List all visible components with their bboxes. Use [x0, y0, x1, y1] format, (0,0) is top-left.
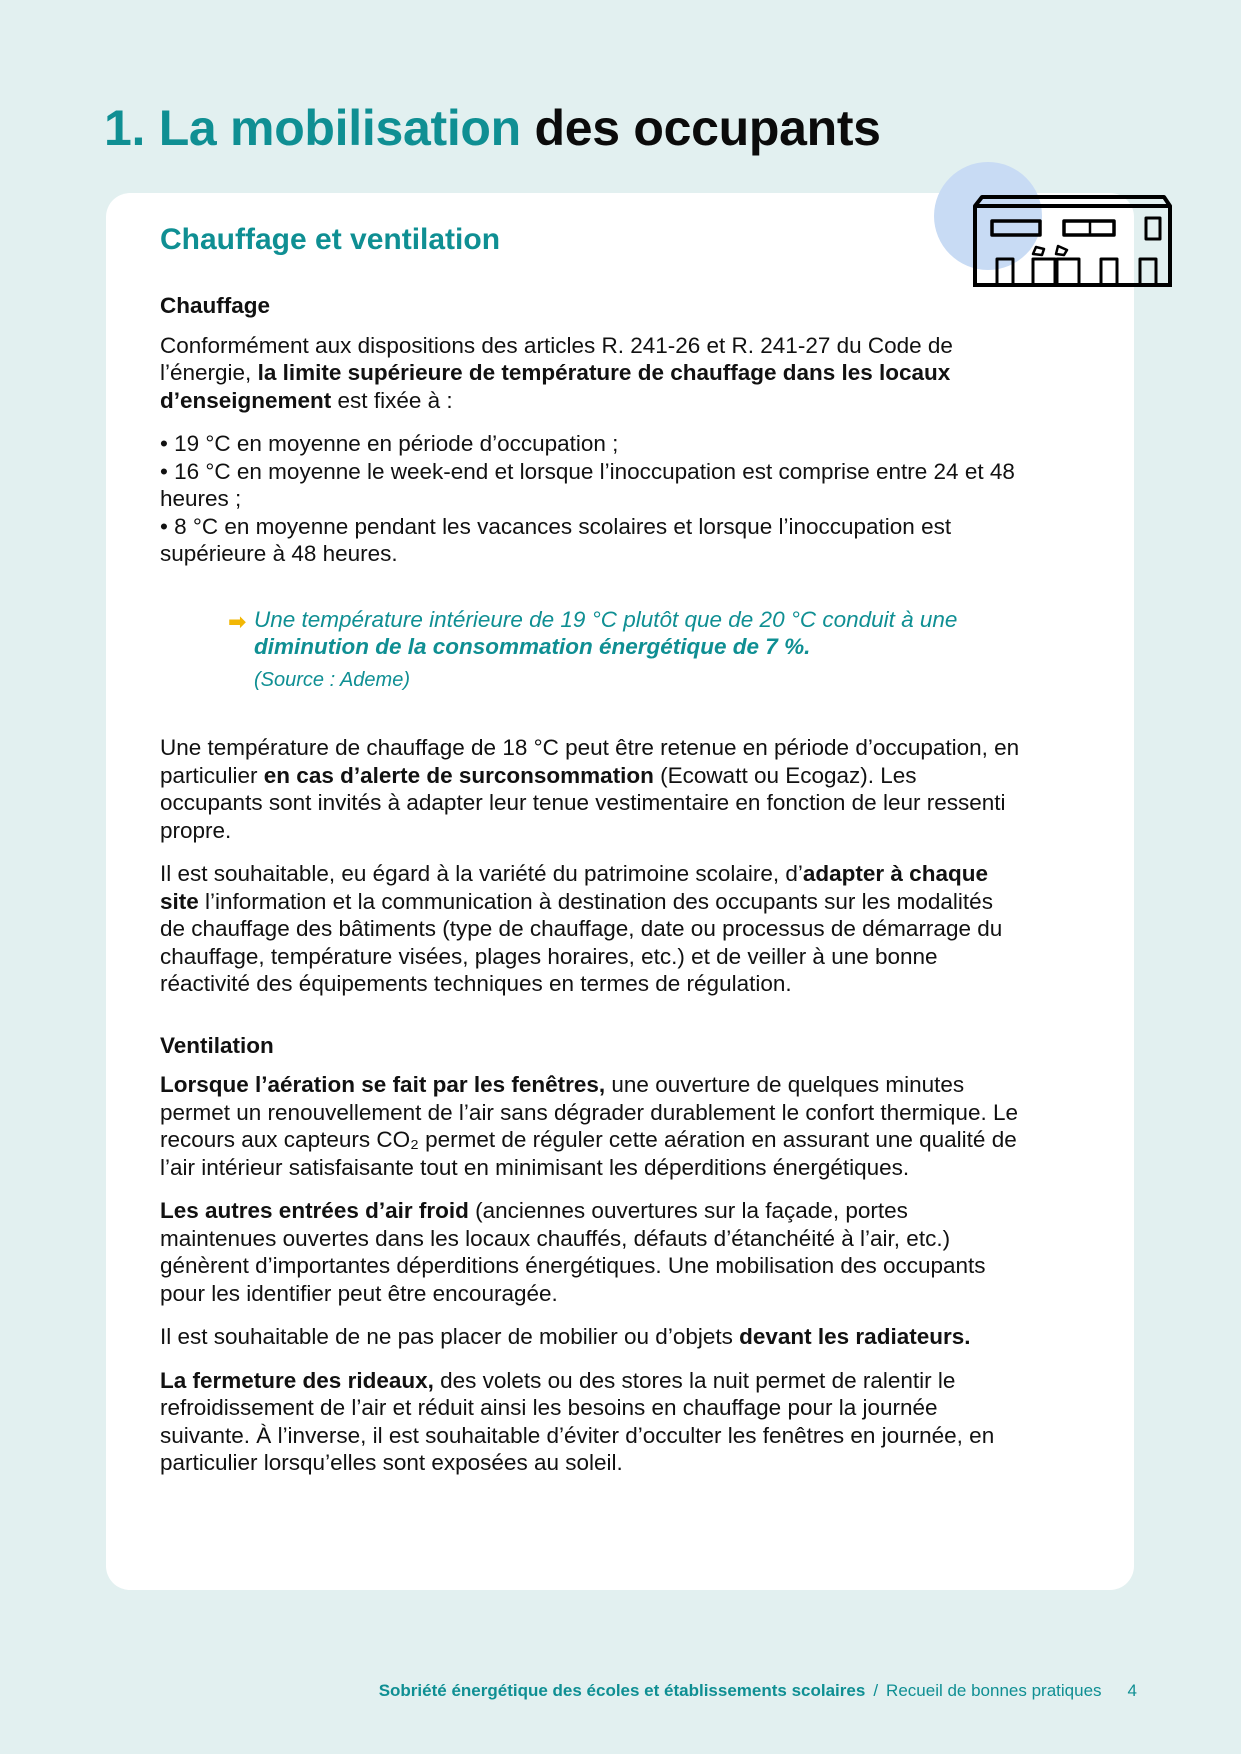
- text: une ouverture de quelques minutes permet un renouvellement de l’air sans dégrader durablement le confort thermique. Le recours aux capteurs CO₂ permet de réguler cette aération en assurant une qualité de l’air intérieur satisfaisante tout en minimisant les déperditions énergétiques.: [160, 1072, 1018, 1180]
- page-title-accent: 1. La mobilisation: [104, 100, 521, 156]
- text: Une température intérieure de 19 °C plutôt que de 20 °C conduit à une: [254, 606, 958, 632]
- callout-source: (Source : Ademe): [254, 668, 410, 691]
- footer-subtitle: Recueil de bonnes pratiques: [886, 1681, 1102, 1700]
- list-item: • 16 °C en moyenne le week-end et lorsque l’inoccupation est comprise entre 24 et 48 heures ;: [160, 458, 1015, 511]
- text: Une température de chauffage de 18 °C peut être retenue en période d’occupation, en particulier: [160, 735, 1020, 788]
- text: Conformément aux dispositions des articles R. 241-26 et R. 241-27 du Code de l’énergie,: [160, 332, 953, 385]
- paragraph-18-degrees: [160, 734, 1020, 844]
- bold-text: adapter à chaque site: [160, 861, 988, 914]
- text: Il est souhaitable, eu égard à la variété du patrimoine scolaire, d’: [160, 861, 803, 886]
- page-title: [104, 96, 881, 160]
- bold-text: La fermeture des rideaux,: [160, 1367, 434, 1393]
- paragraph-curtains: [160, 1367, 1020, 1477]
- paragraph-chauffage-intro: [160, 332, 1020, 415]
- callout-text: [254, 606, 1020, 661]
- card-content: [160, 218, 1020, 1493]
- section-title: Chauffage et ventilation: [160, 223, 501, 256]
- text: (Ecowatt ou Ecogaz). Les occupants sont invités à adapter leur tenue vestimentaire en fonction de leur ressenti propre.: [160, 762, 1006, 843]
- list-item: • 8 °C en moyenne pendant les vacances scolaires et lorsque l’inoccupation est supérieure à 48 heures.: [160, 513, 952, 566]
- list-item: • 19 °C en moyenne en période d’occupation ;: [160, 431, 619, 456]
- bold-text: en cas d’alerte de surconsommation: [263, 762, 654, 788]
- text: est fixée à :: [331, 387, 453, 413]
- temperature-list: [160, 430, 1020, 568]
- text: Il est souhaitable de ne pas placer de mobilier ou d’objets: [160, 1324, 740, 1349]
- paragraph-radiators: [160, 1323, 1020, 1351]
- text: (anciennes ouvertures sur la façade, portes maintenues ouvertes dans les locaux chauffés, défauts d’étanchéité à l’air, etc.) génèrent d’importantes déperditions énergétiques. Une mobilisation des occupants pour les identifier peut être encouragée.: [160, 1198, 986, 1306]
- page-footer: [379, 1681, 1137, 1701]
- bold-text: devant les radiateurs.: [739, 1324, 971, 1349]
- paragraph-aeration: [160, 1071, 1020, 1181]
- text: l’information et la communication à destination des occupants sur les modalités de chauffage des bâtiments (type de chauffage, date ou processus de démarrage du chauffage, température visées, plages horaires, etc.) et de veiller à une bonne réactivité des équipements techniques en termes de régulation.: [160, 888, 1003, 996]
- text: des volets ou des stores la nuit permet de ralentir le refroidissement de l’air et réduit ainsi les besoins en chauffage pour la journée suivante. À l’inverse, il est souhaitable d’éviter d’occulter les fenêtres en journée, en particulier lorsqu’elles sont exposées au soleil.: [160, 1367, 995, 1475]
- footer-doc-title: Sobriété énergétique des écoles et établissements scolaires: [378, 1681, 866, 1700]
- bold-text: diminution de la consommation énergétique de 7 %.: [254, 634, 811, 659]
- bold-text: Lorsque l’aération se fait par les fenêtres,: [160, 1072, 606, 1097]
- page-number: 4: [1127, 1681, 1137, 1700]
- footer-separator: /: [873, 1681, 879, 1700]
- page-title-rest: des occupants: [534, 100, 881, 156]
- paragraph-cold-air: [160, 1197, 1020, 1307]
- callout-box: [228, 606, 1020, 695]
- arrow-right-icon: ➡: [228, 608, 247, 634]
- paragraph-adapt-site: [160, 860, 1020, 998]
- subsection-title-ventilation: Ventilation: [160, 1032, 274, 1058]
- bold-text: Les autres entrées d’air froid: [160, 1198, 469, 1223]
- subsection-title-chauffage: Chauffage: [160, 293, 271, 318]
- bold-text: la limite supérieure de température de chauffage dans les locaux d’enseignement: [160, 360, 951, 413]
